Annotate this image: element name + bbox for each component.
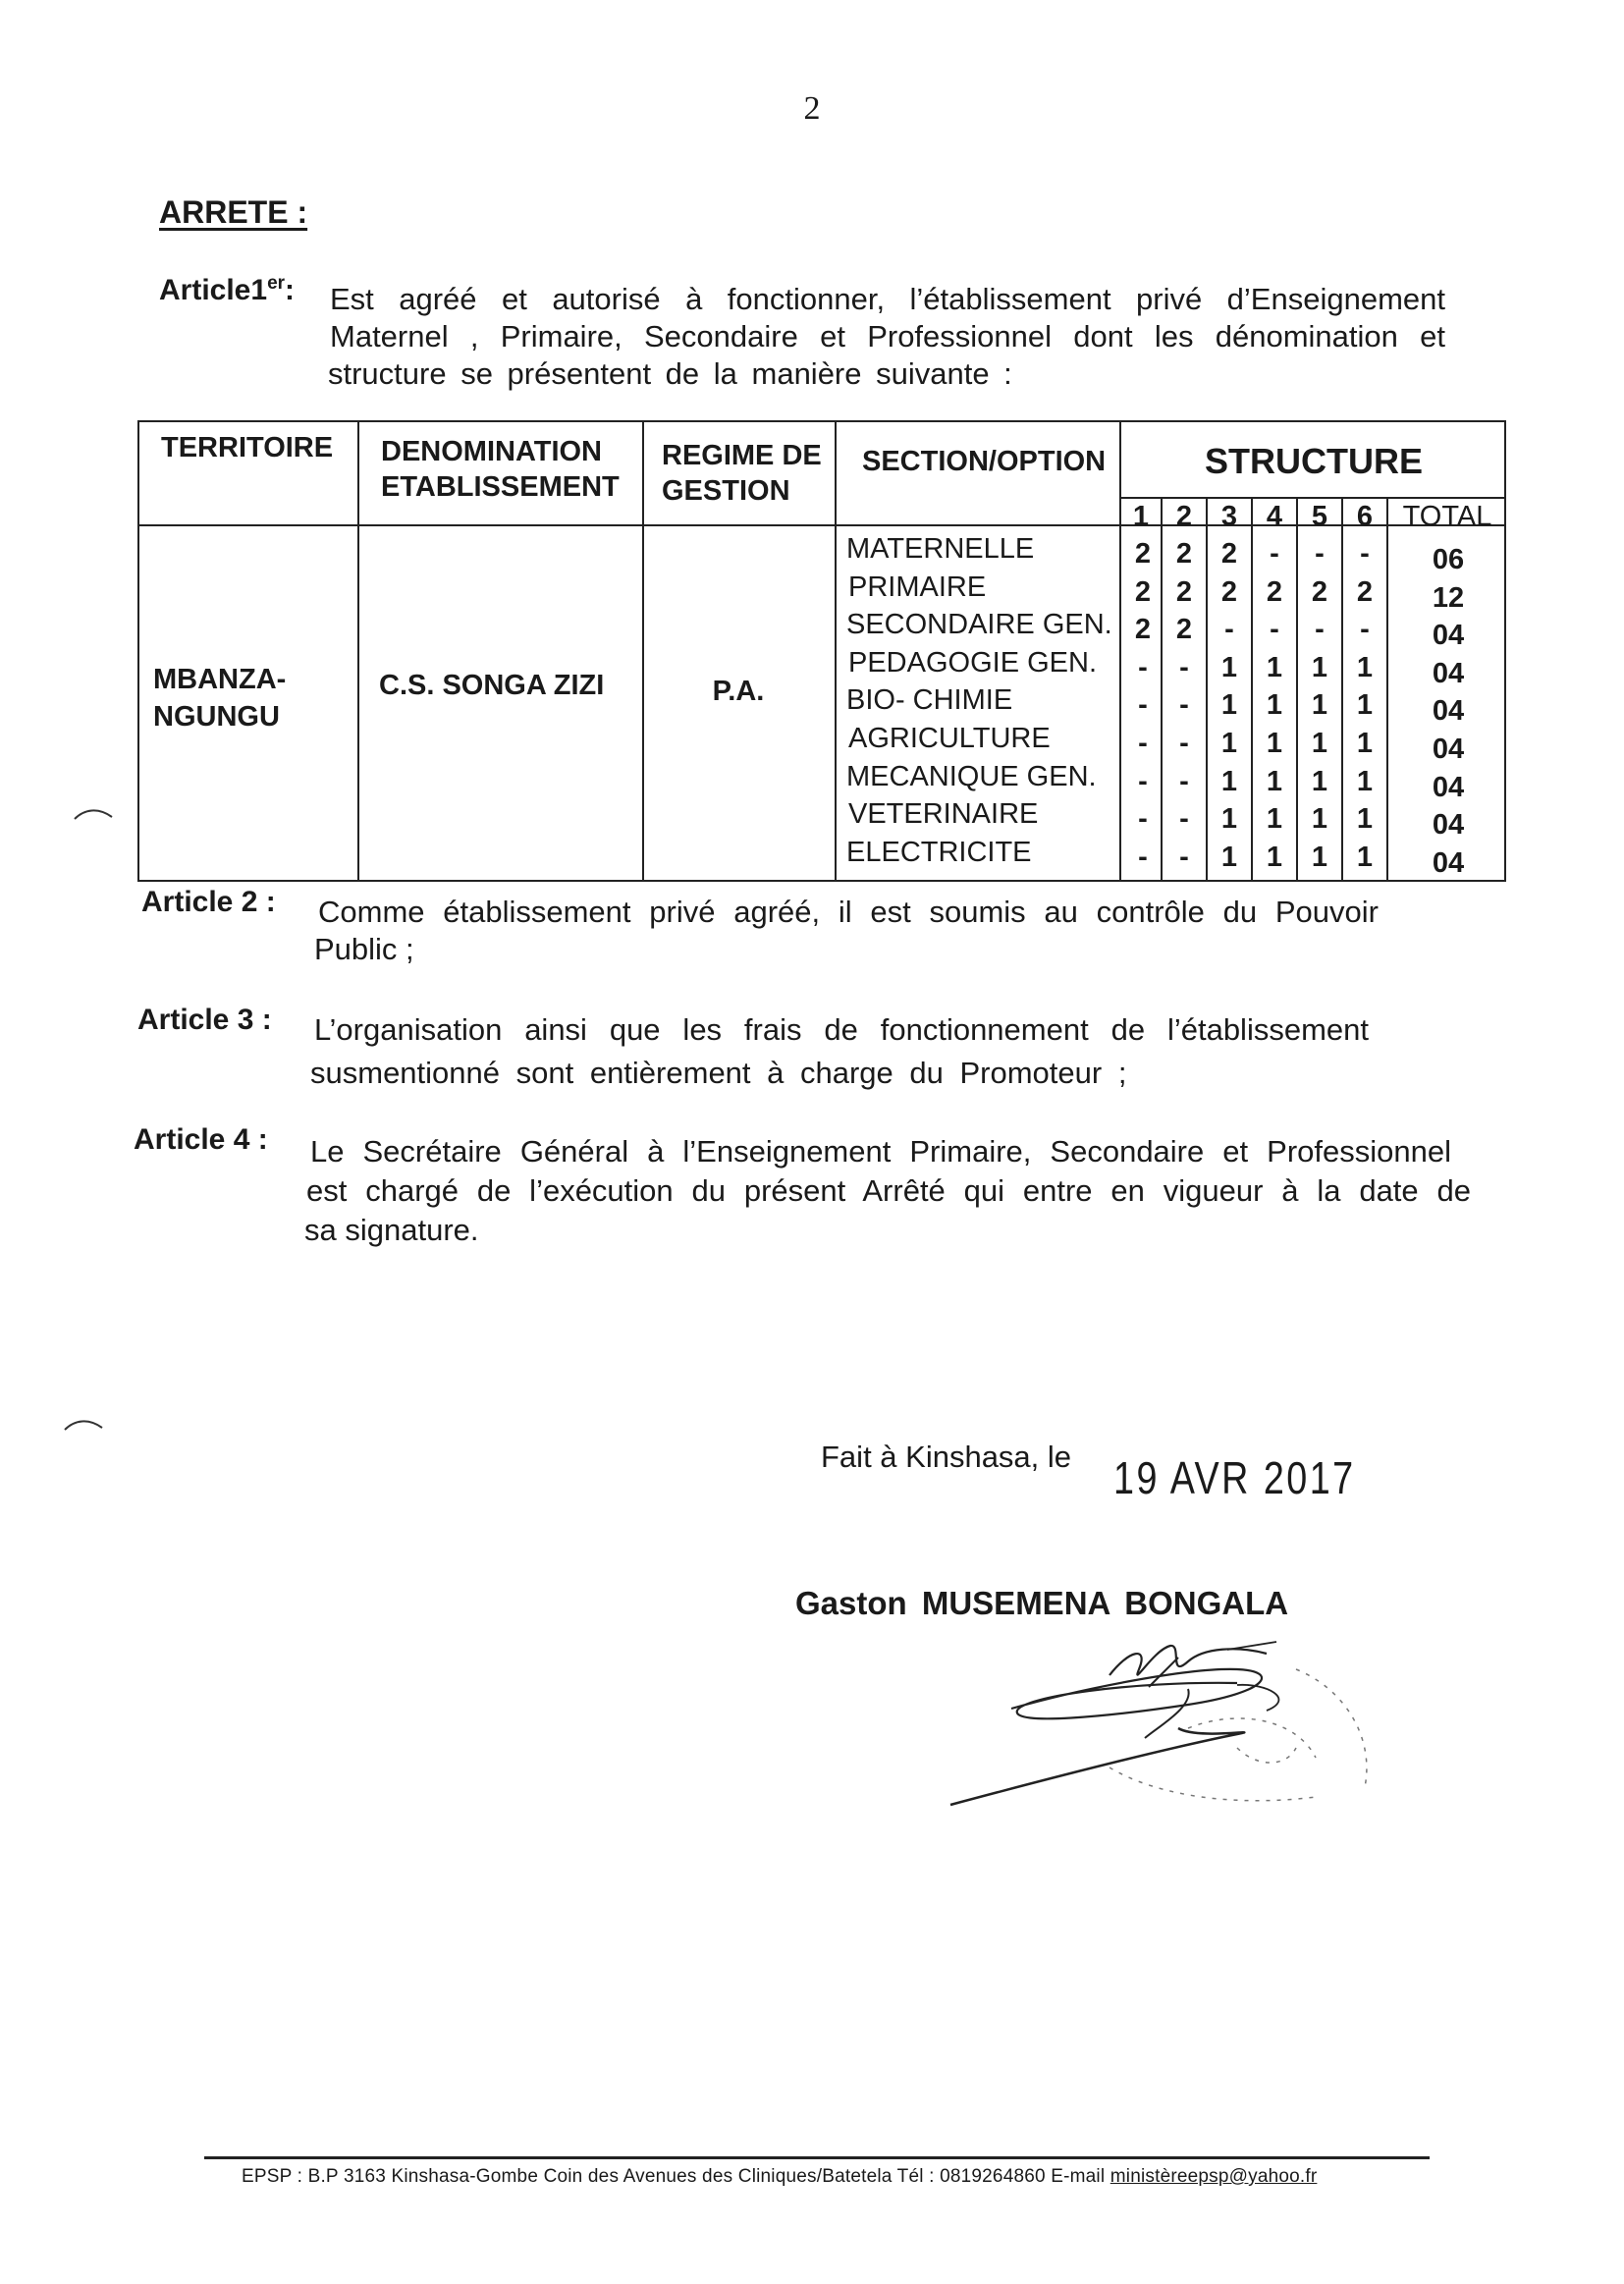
territoire-line-2: NGUNGU: [153, 701, 280, 733]
article-3-line-2: susmentionné sont entièrement à charge du Promoteur ;: [310, 1056, 1127, 1090]
footer-address-text: EPSP : B.P 3163 Kinshasa-Gombe Coin des Avenues des Cliniques/Batetela Tél : 0819264860 E-mail: [242, 2166, 1106, 2187]
structure-cell-year-4: 1: [1266, 651, 1283, 683]
structure-cell-year-6: 1: [1356, 765, 1374, 797]
article-3-label: Article 3 :: [137, 1004, 272, 1036]
table-col-divider: [835, 422, 837, 880]
scan-mark: [69, 797, 118, 827]
header-year-1: 1: [1132, 501, 1150, 532]
structure-cell-year-6: 1: [1356, 841, 1374, 873]
article-2-line-1: Comme établissement privé agréé, il est soumis au contrôle du Pouvoir: [318, 895, 1379, 929]
structure-cell-year-5: -: [1315, 614, 1325, 646]
regime-value: P.A.: [712, 676, 765, 707]
table-col-divider: [357, 422, 359, 880]
header-structure: STRUCTURE: [1205, 441, 1423, 481]
section-option-label: PRIMAIRE: [848, 571, 987, 603]
structure-total: 04: [1432, 809, 1465, 842]
section-option-label: PEDAGOGIE GEN.: [848, 646, 1097, 679]
place-date-label: Fait à Kinshasa, le: [821, 1440, 1072, 1474]
structure-cell-year-6: -: [1360, 614, 1370, 646]
structure-cell-year-5: -: [1315, 538, 1325, 570]
article-1-label: [159, 273, 295, 307]
section-option-label: SECONDAIRE GEN.: [846, 609, 1112, 641]
structure-cell-year-5: 1: [1311, 841, 1328, 873]
structure-cell-year-1: -: [1138, 803, 1148, 836]
structure-cell-year-3: 2: [1220, 538, 1238, 570]
article-1-label-colon: :: [285, 274, 296, 306]
structure-total: 04: [1432, 846, 1465, 879]
structure-cell-year-5: 1: [1311, 728, 1328, 759]
section-option-label: VETERINAIRE: [848, 798, 1039, 831]
structure-cell-year-2: -: [1179, 765, 1189, 797]
structure-cell-year-4: -: [1270, 538, 1279, 570]
structure-cell-year-2: -: [1179, 689, 1189, 722]
header-year-5: 5: [1311, 501, 1328, 532]
header-denomination-1: DENOMINATION: [381, 436, 603, 467]
article-1-line-3: structure se présentent de la manière suivante :: [328, 356, 1012, 391]
header-section-option: SECTION/OPTION: [862, 446, 1107, 477]
section-option-label: ELECTRICITE: [846, 836, 1032, 868]
structure-total: 04: [1432, 657, 1465, 689]
structure-cell-year-2: -: [1179, 728, 1189, 759]
structure-cell-year-3: 1: [1220, 803, 1238, 836]
structure-cell-year-5: 1: [1311, 689, 1328, 722]
structure-cell-year-3: 1: [1220, 689, 1238, 722]
article-4-line-2: est chargé de l’exécution du présent Arrêté qui entre en vigueur à la date de: [306, 1173, 1471, 1208]
structure-cell-year-6: 1: [1356, 728, 1374, 759]
structure-cell-year-3: 1: [1220, 841, 1238, 873]
structure-cell-year-4: 1: [1266, 728, 1283, 759]
table-col-divider: [1386, 497, 1388, 880]
header-year-6: 6: [1356, 501, 1374, 532]
etablissement-name: C.S. SONGA ZIZI: [379, 670, 605, 701]
article-1-label-sup: er: [267, 273, 286, 294]
scan-mark: [59, 1410, 108, 1440]
handwritten-signature: [943, 1610, 1414, 1836]
structure-cell-year-5: 1: [1311, 765, 1328, 797]
header-regime-1: REGIME DE: [662, 440, 822, 471]
territoire-line-1: MBANZA-: [153, 664, 287, 695]
structure-cell-year-6: 2: [1356, 575, 1374, 608]
header-territoire: TERRITOIRE: [161, 432, 334, 463]
structure-cell-year-1: -: [1138, 689, 1148, 722]
section-option-label: BIO- CHIMIE: [846, 684, 1013, 717]
header-year-4: 4: [1266, 501, 1283, 532]
structure-cell-year-4: -: [1270, 614, 1279, 646]
header-regime-2: GESTION: [662, 475, 790, 507]
structure-cell-year-1: -: [1138, 728, 1148, 759]
structure-total: 04: [1432, 620, 1465, 652]
structure-cell-year-4: 1: [1266, 841, 1283, 873]
article-3-line-1: L’organisation ainsi que les frais de fonctionnement de l’établissement: [314, 1012, 1369, 1047]
structure-cell-year-3: 1: [1220, 765, 1238, 797]
structure-cell-year-1: -: [1138, 765, 1148, 797]
article-2-label: Article 2 :: [141, 886, 276, 918]
decree-heading: [159, 194, 307, 231]
structure-cell-year-2: 2: [1175, 538, 1193, 570]
structure-cell-year-6: 1: [1356, 803, 1374, 836]
header-year-3: 3: [1220, 501, 1238, 532]
signatory-name: Gaston MUSEMENA BONGALA: [795, 1585, 1289, 1621]
structure-cell-year-4: 1: [1266, 689, 1283, 722]
structure-total: 04: [1432, 695, 1465, 728]
article-1-label-text: Article1: [159, 274, 268, 306]
structure-cell-year-1: -: [1138, 651, 1148, 683]
structure-cell-year-1: 2: [1134, 614, 1152, 646]
article-1-line-1: Est agréé et autorisé à fonctionner, l’établissement privé d’Enseignement: [330, 282, 1445, 316]
structure-cell-year-5: 1: [1311, 651, 1328, 683]
structure-total: 06: [1432, 544, 1465, 575]
header-total: TOTAL: [1402, 501, 1492, 532]
article-4-label: Article 4 :: [134, 1123, 268, 1156]
decree-heading-text: ARRETE :: [159, 194, 308, 230]
footer-rule: [204, 2156, 1430, 2159]
section-option-label: MATERNELLE: [846, 533, 1035, 565]
structure-total: 12: [1432, 581, 1465, 614]
structure-cell-year-3: 1: [1220, 651, 1238, 683]
school-structure-table: [137, 420, 1506, 882]
structure-cell-year-2: 2: [1175, 575, 1193, 608]
article-4-line-1: Le Secrétaire Général à l’Enseignement Primaire, Secondaire et Professionnel: [310, 1134, 1451, 1169]
structure-cell-year-6: -: [1360, 538, 1370, 570]
article-4-line-3: sa signature.: [304, 1213, 479, 1247]
date-stamp: 19 AVR 2017: [1113, 1452, 1356, 1503]
footer-address: [242, 2166, 1317, 2188]
structure-cell-year-6: 1: [1356, 651, 1374, 683]
structure-cell-year-2: -: [1179, 803, 1189, 836]
structure-cell-year-1: 2: [1134, 575, 1152, 608]
table-col-divider: [642, 422, 644, 880]
structure-cell-year-5: 1: [1311, 803, 1328, 836]
structure-cell-year-2: 2: [1175, 614, 1193, 646]
structure-cell-year-1: 2: [1134, 538, 1152, 570]
structure-cell-year-3: 1: [1220, 728, 1238, 759]
structure-cell-year-1: -: [1138, 841, 1148, 873]
structure-cell-year-4: 1: [1266, 765, 1283, 797]
structure-total: 04: [1432, 734, 1465, 765]
structure-cell-year-3: 2: [1220, 575, 1238, 608]
structure-cell-year-4: 1: [1266, 803, 1283, 836]
structure-total: 04: [1432, 771, 1465, 803]
section-option-label: MECANIQUE GEN.: [846, 760, 1097, 792]
footer-email: ministèreepsp@yahoo.fr: [1110, 2166, 1318, 2187]
structure-cell-year-4: 2: [1266, 575, 1283, 608]
structure-cell-year-5: 2: [1311, 575, 1328, 608]
page-number: 2: [803, 90, 821, 127]
structure-cell-year-3: -: [1224, 614, 1234, 646]
section-option-label: AGRICULTURE: [848, 723, 1051, 754]
article-1-line-2: Maternel , Primaire, Secondaire et Professionnel dont les dénomination et: [330, 319, 1445, 353]
article-2-line-2: Public ;: [314, 932, 414, 966]
header-year-2: 2: [1175, 501, 1193, 532]
structure-cell-year-6: 1: [1356, 689, 1374, 722]
structure-cell-year-2: -: [1179, 651, 1189, 683]
structure-cell-year-2: -: [1179, 841, 1189, 873]
header-denomination-2: ETABLISSEMENT: [381, 471, 620, 503]
